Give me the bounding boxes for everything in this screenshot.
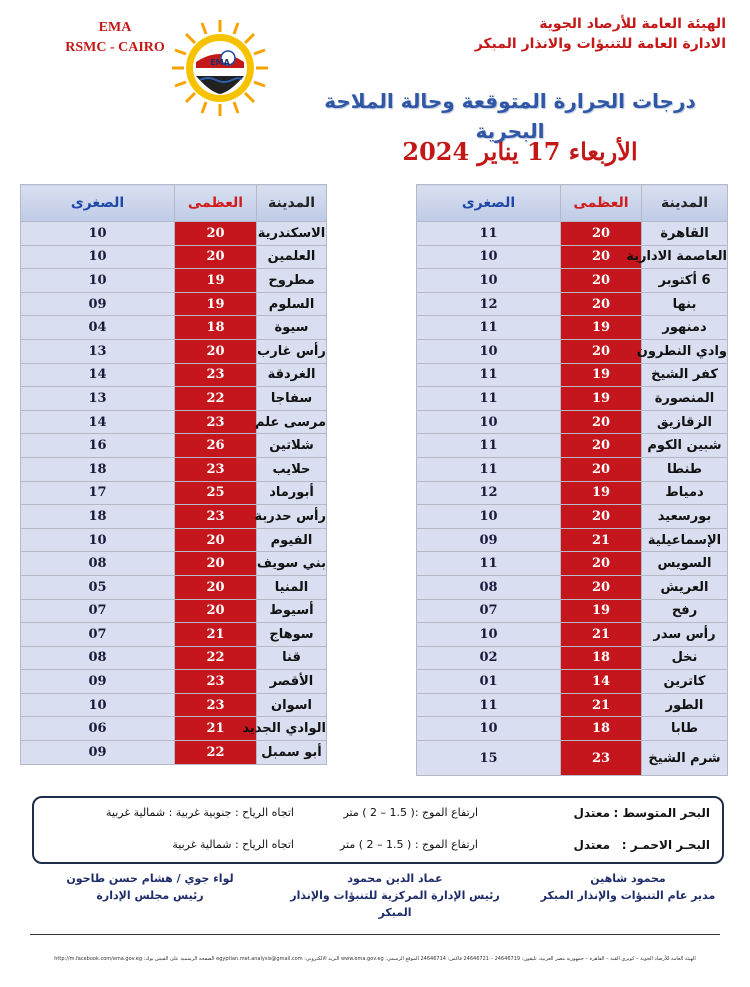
org-department: الادارة العامة للتنبؤات والانذار المبكر [474,36,726,52]
table-row [417,670,728,694]
wind-direction: اتجاه الرياح : شمالية غربية [172,838,294,851]
city-cell: شلاتين [257,434,327,458]
max-temp-cell: 20 [175,528,257,552]
min-temp-cell: 05 [21,575,175,599]
max-temp-cell: 20 [561,245,642,269]
city-cell: المنيا [257,575,327,599]
logo-text: EMA [210,58,230,67]
wind-direction: اتجاه الرياح : جنوبية غربية : شمالية غربية [106,806,294,819]
table-row [417,623,728,647]
min-temp-cell: 01 [417,670,561,694]
table-row [417,646,728,670]
max-temp-cell: 19 [561,363,642,387]
max-temp-cell: 20 [175,575,257,599]
table-row [417,693,728,717]
min-column-header: الصغرى [21,185,175,222]
footer-divider [30,934,720,935]
city-cell: طنطا [642,457,728,481]
table-row [417,481,728,505]
city-column-header: المدينة [642,185,728,222]
min-temp-cell: 11 [417,387,561,411]
table-row [21,528,327,552]
city-cell: سفاجا [257,387,327,411]
max-temp-cell: 18 [561,717,642,741]
max-temp-cell: 22 [175,741,257,765]
table-row [21,363,327,387]
table-row [417,339,728,363]
min-temp-cell: 15 [417,741,561,776]
page-title: درجات الحرارة المتوقعة وحالة الملاحة البحرية [324,89,696,143]
max-temp-cell: 23 [175,670,257,694]
sea-state: معتدل [573,838,610,852]
sea-row-mediterranean [34,802,722,826]
min-temp-cell: 10 [21,693,175,717]
ema-logo [170,18,270,118]
max-temp-cell: 20 [561,222,642,246]
city-column-header: المدينة [257,185,327,222]
city-cell: دمنهور [642,316,728,340]
max-temp-cell: 19 [561,481,642,505]
min-temp-cell: 10 [417,410,561,434]
min-temp-cell: 11 [417,434,561,458]
city-cell: شرم الشيخ [642,741,728,776]
max-temp-cell: 20 [561,434,642,458]
max-temp-cell: 20 [561,552,642,576]
city-cell: الوادي الجديد [257,717,327,741]
city-cell: شبين الكوم [642,434,728,458]
min-temp-cell: 04 [21,316,175,340]
max-temp-cell: 18 [175,316,257,340]
table-row [21,717,327,741]
city-cell: أبورماد [257,481,327,505]
table-row [21,646,327,670]
city-cell: الفيوم [257,528,327,552]
max-temp-cell: 20 [561,457,642,481]
city-cell: الطور [642,693,728,717]
city-cell: بورسعيد [642,505,728,529]
organization-block [366,14,726,54]
city-cell: السويس [642,552,728,576]
table-row [21,599,327,623]
city-cell: سوهاج [257,623,327,647]
city-cell: الأقصر [257,670,327,694]
min-temp-cell: 10 [21,222,175,246]
table-row [21,505,327,529]
table-row [21,292,327,316]
city-cell: العاصمة الادارية [642,245,728,269]
signatory-name: لواء جوي / هشام حسن طاحون [66,872,234,885]
city-cell: الإسماعيلية [642,528,728,552]
min-temp-cell: 11 [417,316,561,340]
min-temp-cell: 11 [417,222,561,246]
max-temp-cell: 20 [175,599,257,623]
wave-height: ارتفاع الموج :( 1.5 – 2 ) متر [343,806,478,819]
table-row [21,339,327,363]
max-temp-cell: 20 [175,222,257,246]
signatory-role: رئيس الإدارة المركزية للتنبؤات والإنذار المبكر [290,889,500,919]
city-cell: 6 أكتوبر [642,269,728,293]
signature-chairman [50,870,250,904]
sea-row-red-sea [34,834,722,858]
city-cell: كفر الشيخ [642,363,728,387]
max-temp-cell: 23 [175,693,257,717]
min-temp-cell: 10 [417,269,561,293]
table-row [21,623,327,647]
table-row [417,741,728,776]
right-temperature-table [416,184,728,776]
table-row [21,693,327,717]
signature-general-manager [528,870,728,904]
min-temp-cell: 17 [21,481,175,505]
min-temp-cell: 11 [417,457,561,481]
ema-header-block [60,18,170,58]
table-row [417,717,728,741]
table-row [417,457,728,481]
table-row [417,222,728,246]
min-column-header: الصغرى [417,185,561,222]
table-row [21,269,327,293]
left-temperature-table [20,184,327,765]
city-cell: القاهرة [642,222,728,246]
min-temp-cell: 11 [417,363,561,387]
max-temp-cell: 18 [561,646,642,670]
max-temp-cell: 21 [175,717,257,741]
city-cell: مطروح [257,269,327,293]
min-temp-cell: 11 [417,693,561,717]
signatory-role: مدير عام التنبؤات والإنذار المبكر [540,889,716,902]
sea-state-box [32,796,724,864]
table-row [21,410,327,434]
table-header-row [21,185,327,222]
table-row [417,292,728,316]
city-cell: الاسكندرية [257,222,327,246]
ema-label: EMA [98,20,132,35]
city-cell: نخل [642,646,728,670]
min-temp-cell: 07 [21,623,175,647]
max-column-header: العظمى [175,185,257,222]
min-temp-cell: 08 [417,575,561,599]
city-cell: بنها [642,292,728,316]
max-temp-cell: 19 [175,269,257,293]
min-temp-cell: 07 [21,599,175,623]
min-temp-cell: 14 [21,410,175,434]
max-temp-cell: 20 [561,339,642,363]
signatory-name: عماد الدين محمود [347,872,443,885]
min-temp-cell: 16 [21,434,175,458]
sea-name: البحـر الاحمـر : [621,838,710,852]
max-temp-cell: 20 [561,505,642,529]
table-row [21,222,327,246]
table-row [21,316,327,340]
table-row [417,552,728,576]
city-cell: كاترين [642,670,728,694]
table-row [417,410,728,434]
city-cell: سيوة [257,316,327,340]
city-cell: اسوان [257,693,327,717]
table-row [417,245,728,269]
max-column-header: العظمى [561,185,642,222]
right-table-body [417,222,728,776]
table-row [21,670,327,694]
table-row [21,245,327,269]
table-row [417,387,728,411]
city-cell: العلمين [257,245,327,269]
table-row [417,363,728,387]
rsmc-label: RSMC - CAIRO [65,40,165,55]
min-temp-cell: 10 [21,245,175,269]
city-cell: السلوم [257,292,327,316]
min-temp-cell: 07 [417,599,561,623]
table-row [21,457,327,481]
table-row [417,599,728,623]
min-temp-cell: 06 [21,717,175,741]
city-cell: العريش [642,575,728,599]
max-temp-cell: 22 [175,387,257,411]
signatory-role: رئيس مجلس الإدارة [96,889,204,902]
max-temp-cell: 20 [175,552,257,576]
max-temp-cell: 20 [175,339,257,363]
max-temp-cell: 20 [175,245,257,269]
city-cell: الغردقة [257,363,327,387]
max-temp-cell: 19 [561,387,642,411]
min-temp-cell: 10 [417,717,561,741]
min-temp-cell: 13 [21,339,175,363]
city-cell: قنا [257,646,327,670]
max-temp-cell: 21 [561,528,642,552]
max-temp-cell: 19 [175,292,257,316]
min-temp-cell: 08 [21,646,175,670]
table-row [21,741,327,765]
max-temp-cell: 21 [175,623,257,647]
max-temp-cell: 21 [561,623,642,647]
table-row [21,552,327,576]
min-temp-cell: 09 [21,741,175,765]
max-temp-cell: 23 [175,410,257,434]
min-temp-cell: 10 [417,245,561,269]
city-cell: وادي النطرون [642,339,728,363]
table-row [417,505,728,529]
table-row [417,528,728,552]
city-cell: رأس سدر [642,623,728,647]
min-temp-cell: 11 [417,552,561,576]
max-temp-cell: 19 [561,599,642,623]
city-cell: رأس غارب [257,339,327,363]
city-cell: رأس حدربة [257,505,327,529]
min-temp-cell: 13 [21,387,175,411]
max-temp-cell: 23 [175,457,257,481]
max-temp-cell: 23 [175,363,257,387]
city-cell: دمياط [642,481,728,505]
city-cell: المنصورة [642,387,728,411]
footer-contact: الهيئة العامة للأرصاد الجوية – كوبري القبة – القاهرة – جمهورية مصر العربية، تليفون: 24646719 – 24646721 فاكس: 24646714 الموقع الرسمي: www.ema.gov.eg البريد الالكتروني: egyptian.met.analysis@gmail.com الصفحة الرسمية على الفيس بوك: http://m.facebook.com/ema.gov.eg [54,956,696,962]
min-temp-cell: 09 [21,292,175,316]
city-cell: بني سويف [257,552,327,576]
min-temp-cell: 10 [417,339,561,363]
max-temp-cell: 20 [561,410,642,434]
table-row [21,481,327,505]
table-row [21,434,327,458]
city-cell: طابا [642,717,728,741]
min-temp-cell: 08 [21,552,175,576]
max-temp-cell: 26 [175,434,257,458]
city-cell: أسيوط [257,599,327,623]
min-temp-cell: 18 [21,457,175,481]
min-temp-cell: 10 [21,528,175,552]
min-temp-cell: 10 [21,269,175,293]
wave-height: ارتفاع الموج : ( 1.5 – 2 ) متر [339,838,478,851]
table-row [21,387,327,411]
max-temp-cell: 22 [175,646,257,670]
sea-name: البحر المتوسط : [613,806,710,820]
table-row [21,575,327,599]
max-temp-cell: 20 [561,575,642,599]
min-temp-cell: 09 [417,528,561,552]
sun-logo-icon [170,18,270,118]
min-temp-cell: 02 [417,646,561,670]
table-row [417,269,728,293]
max-temp-cell: 21 [561,693,642,717]
forecast-date: الأربعاء 17 يناير 2024 [402,137,638,166]
city-cell: أبو سمبل [257,741,327,765]
table-header-row [417,185,728,222]
city-cell: رفح [642,599,728,623]
signature-central-director [280,870,510,921]
signatory-name: محمود شاهين [590,872,666,885]
city-cell: الزقازيق [642,410,728,434]
table-row [417,575,728,599]
left-table-body [21,222,327,765]
max-temp-cell: 23 [175,505,257,529]
org-name: الهيئة العامة للأرصاد الجوية [539,16,726,32]
max-temp-cell: 20 [561,269,642,293]
sea-state: معتدل [573,806,610,820]
max-temp-cell: 25 [175,481,257,505]
city-cell: مرسى علم [257,410,327,434]
min-temp-cell: 09 [21,670,175,694]
max-temp-cell: 20 [561,292,642,316]
table-row [417,434,728,458]
city-cell: حلايب [257,457,327,481]
min-temp-cell: 12 [417,292,561,316]
min-temp-cell: 18 [21,505,175,529]
min-temp-cell: 10 [417,623,561,647]
max-temp-cell: 14 [561,670,642,694]
max-temp-cell: 19 [561,316,642,340]
min-temp-cell: 12 [417,481,561,505]
min-temp-cell: 14 [21,363,175,387]
max-temp-cell: 23 [561,741,642,776]
table-row [417,316,728,340]
min-temp-cell: 10 [417,505,561,529]
